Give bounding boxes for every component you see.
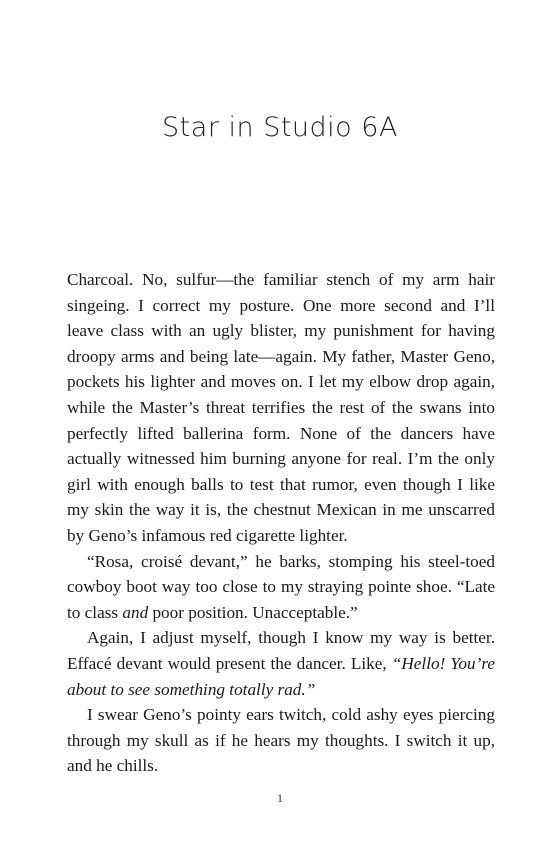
paragraph-text: Again, I adjust myself, though I know my way is better. Effacé devant would present the dancer. Like,: [67, 628, 495, 673]
chapter-body: [67, 267, 495, 779]
paragraph-3: [67, 625, 495, 702]
paragraph-text: Charcoal. No, sulfur—the familiar stench of my arm hair singeing. I correct my posture. One more second and I’ll leave class with an ugly blister, my punishment for having droopy arms and being late—again. My father, Master Geno, pockets his lighter and moves on. I let my elbow drop again, while the Master’s threat terrifies the rest of the swans into perfectly lifted ballerina form. None of the dancers have actually witnessed him burning anyone for real. I’m the only girl with enough balls to test that rumor, even though I like my skin the way it is, the chestnut Mexican in me unscarred by Geno’s infamous red cigarette lighter.: [67, 270, 495, 545]
chapter-title: Star in Studio 6A: [162, 112, 398, 143]
italic-text: and: [122, 602, 149, 622]
italic-text: “Hello! You’re about to see something totally rad.”: [67, 653, 496, 699]
paragraph-1: [67, 267, 495, 549]
page-number: 1: [277, 791, 283, 805]
paragraph-4: [67, 702, 495, 779]
paragraph-text: poor position. Unacceptable.”: [148, 602, 358, 622]
paragraph-text: I swear Geno’s pointy ears twitch, cold ashy eyes piercing through my skull as if he hears my thoughts. I switch it up, and he chills.: [67, 705, 495, 776]
paragraph-2: [67, 549, 495, 626]
paragraph-text: “Rosa, croisé devant,” he barks, stomping his steel-toed cowboy boot way too close to my straying pointe shoe. “Late to class: [67, 551, 495, 622]
